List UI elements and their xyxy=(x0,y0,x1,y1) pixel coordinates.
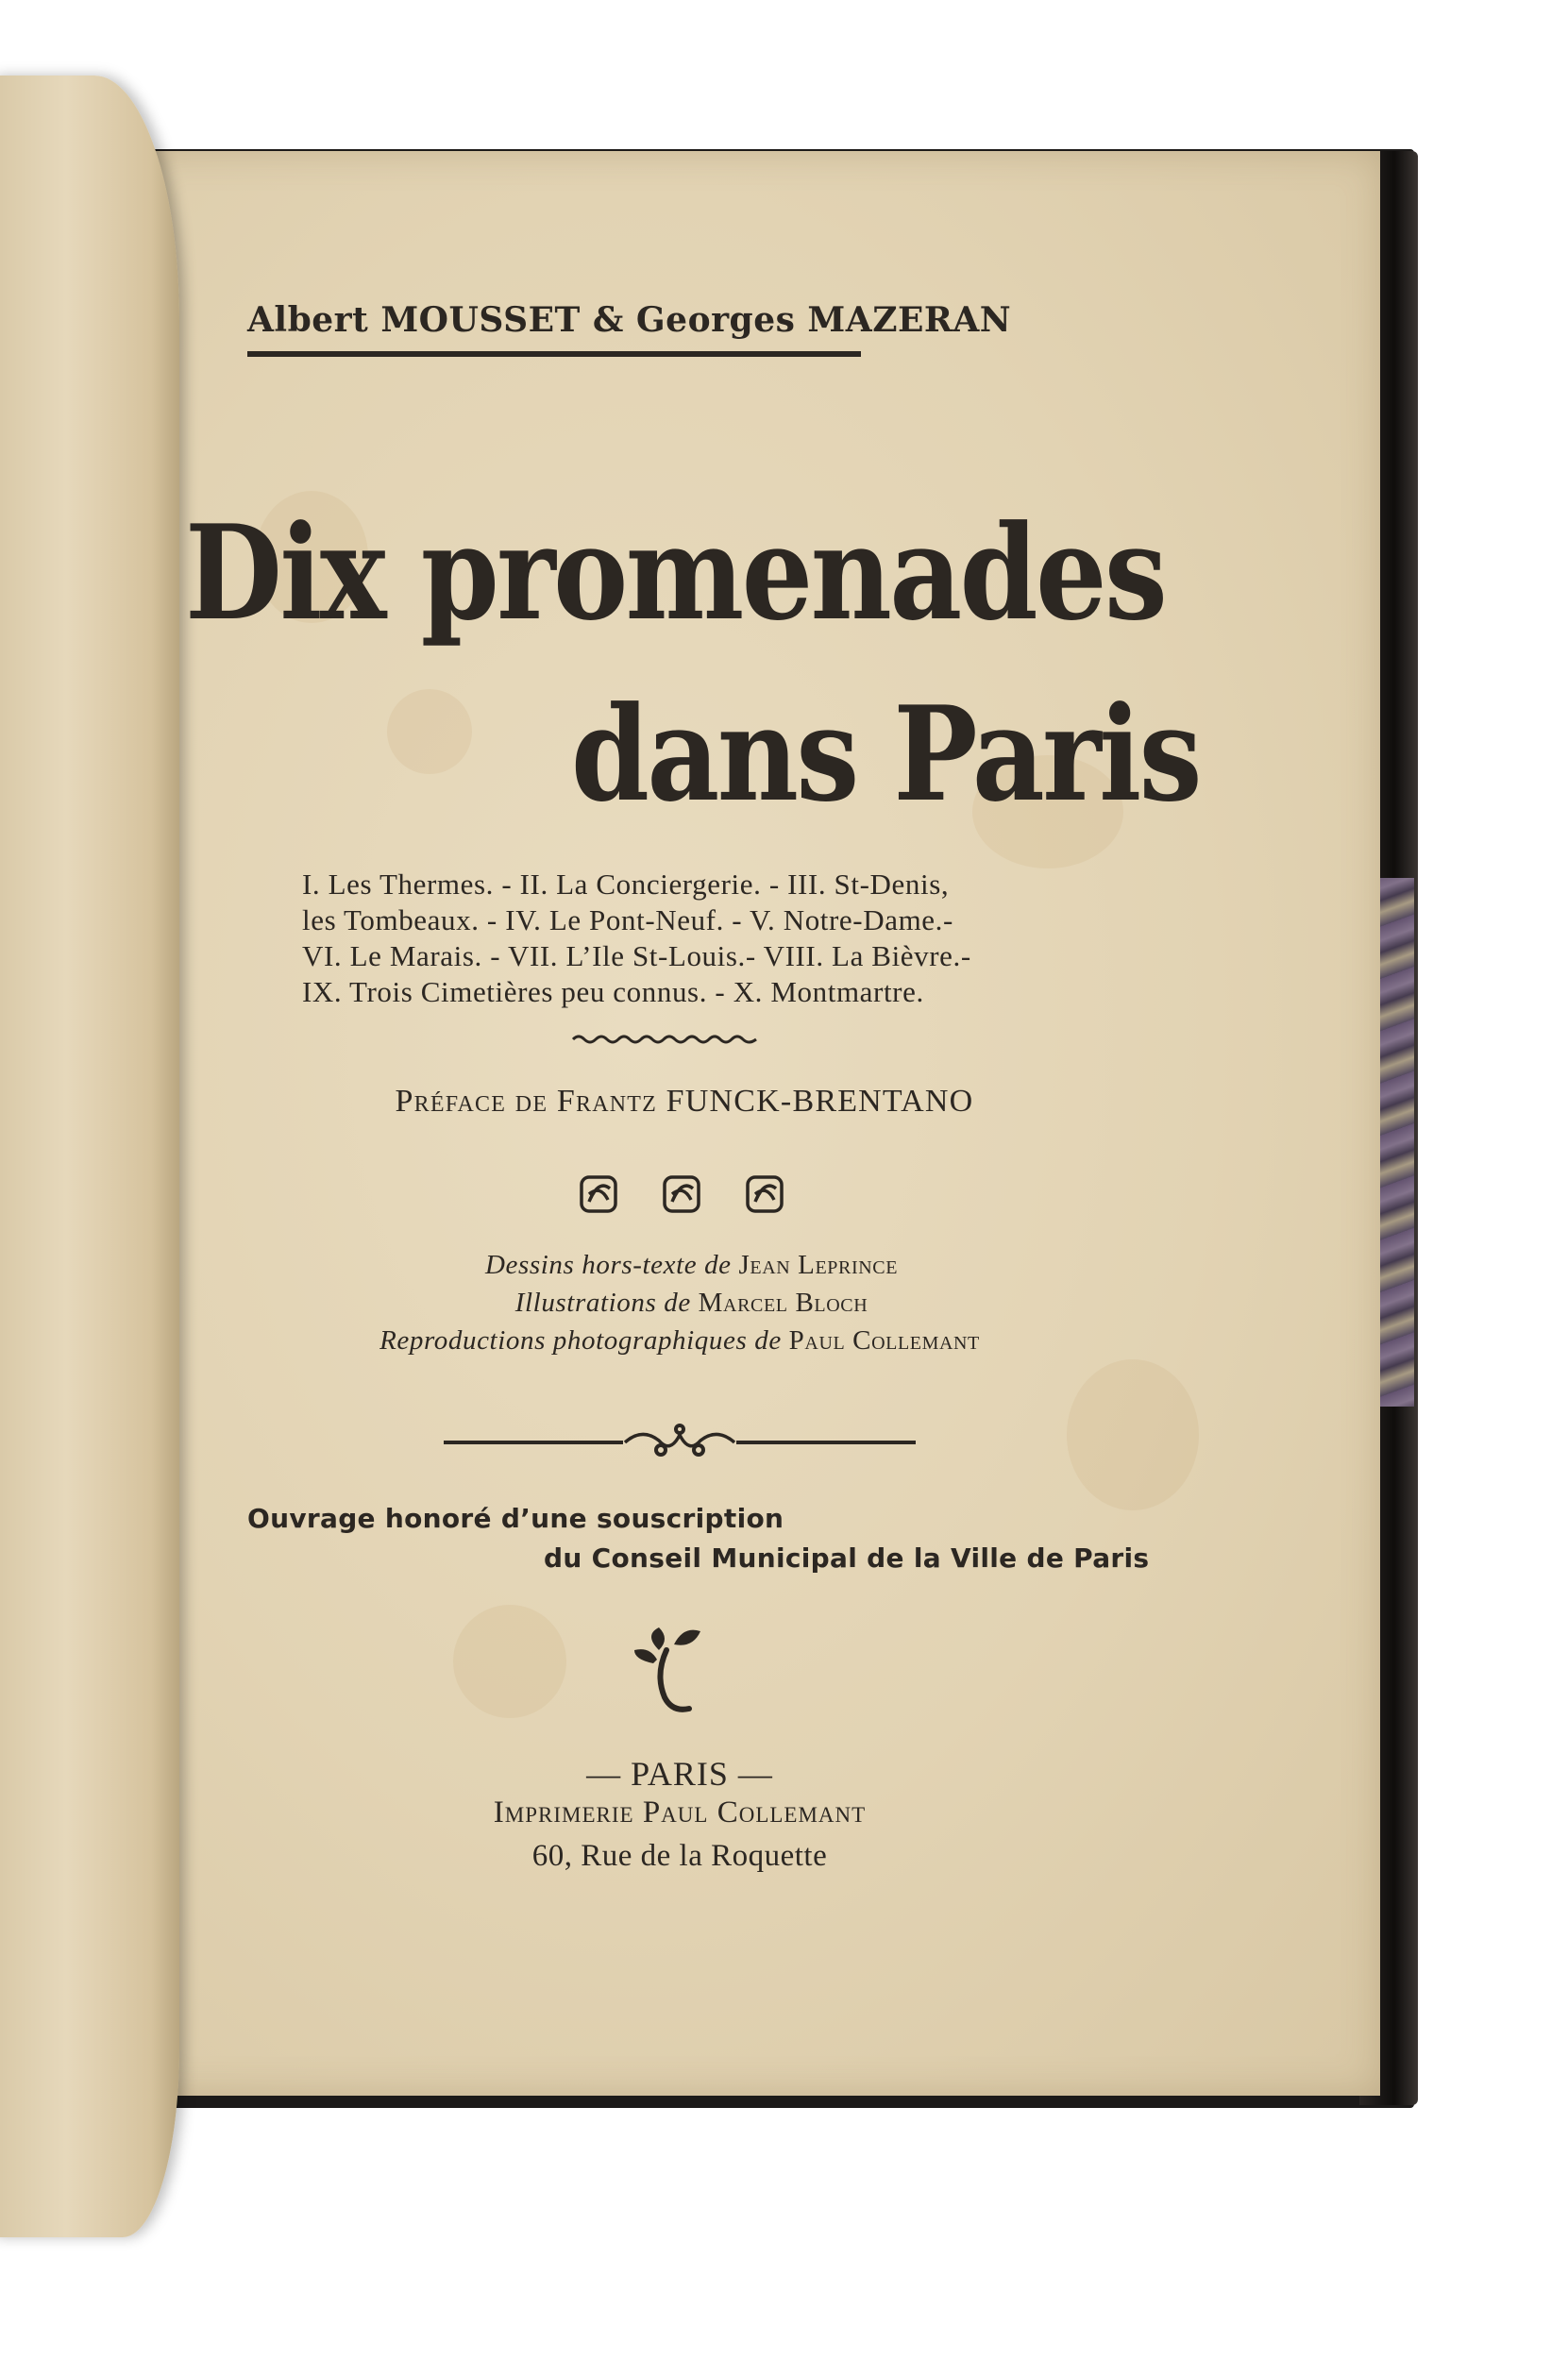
contents-line: IX. Trois Cimetières peu connus. - X. Montmartre. xyxy=(302,975,924,1008)
paper-stain xyxy=(387,689,472,774)
credit-label: Illustrations xyxy=(514,1288,657,1318)
credit-label: Dessins hors-texte xyxy=(484,1250,698,1280)
wavy-rule-icon xyxy=(571,1032,760,1047)
authors: Albert MOUSSET & Georges MAZERAN xyxy=(247,300,1012,340)
author-underline xyxy=(247,351,861,357)
ornamental-rule-icon xyxy=(444,1422,916,1463)
credit-prep: de xyxy=(754,1325,782,1356)
credit-prep: de xyxy=(664,1288,691,1318)
credit-prep: de xyxy=(704,1250,732,1280)
book-title-line-1: Dix promenades xyxy=(185,496,1166,649)
credit-line xyxy=(0,1246,1383,1284)
contents-line: VI. Le Marais. - VII. L’Ile St-Louis.- VIII. La Bièvre.- xyxy=(302,939,971,972)
credit-name: Paul Collemant xyxy=(788,1325,980,1356)
honor-line-1: Ouvrage honoré d’une souscription xyxy=(247,1503,784,1534)
book-title-line-2: dans Paris xyxy=(571,677,1200,831)
contents-list xyxy=(302,867,971,1010)
imprint-city: — PARIS — xyxy=(586,1755,773,1793)
imprint-printer: Imprimerie Paul Collemant xyxy=(493,1795,867,1829)
credit-name: Jean Leprince xyxy=(738,1250,899,1280)
preface-line: Préface de Frantz FUNCK-BRENTANO xyxy=(395,1084,974,1119)
facing-page xyxy=(0,76,179,2237)
honor-line-2: du Conseil Municipal de la Ville de Paris xyxy=(544,1542,1150,1574)
fleuron-icon xyxy=(631,1622,712,1716)
contents-line: I. Les Thermes. - II. La Conciergerie. - III. St-Denis, xyxy=(302,868,950,901)
credit-name: Marcel Bloch xyxy=(698,1288,868,1318)
paper-stain xyxy=(1067,1359,1199,1510)
imprint-address: 60, Rue de la Roquette xyxy=(531,1839,828,1873)
credit-line xyxy=(0,1284,1383,1322)
credit-line xyxy=(0,1322,1359,1359)
credit-label: Reproductions photographiques xyxy=(379,1325,748,1356)
contents-line: les Tombeaux. - IV. Le Pont-Neuf. - V. Notre-Dame.- xyxy=(302,903,953,936)
paper-stain xyxy=(453,1605,566,1718)
ornamental-square-icon xyxy=(578,1173,785,1217)
